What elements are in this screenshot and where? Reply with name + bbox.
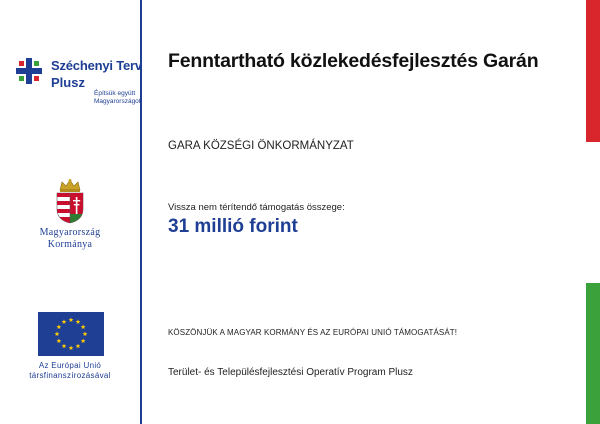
government-label-line2: Kormánya [47,239,93,250]
government-label-line1: Magyarország [39,227,101,238]
thanks-statement: KÖSZÖNJÜK A MAGYAR KORMÁNY ÉS AZ EURÓPAI UNIÓ TÁMOGATÁSÁT! [168,328,458,337]
eu-flag-icon [38,312,104,356]
flag-stripe-red [586,0,600,142]
szechenyi-tagline-line1: Építsük együtt [94,90,136,97]
project-title: Fenntartható közlekedésfejlesztés Garán [168,50,539,72]
grant-amount-value: 31 millió forint [168,216,298,237]
szechenyi-cross-icon [16,58,42,84]
eu-cofinancing-line1: Az Európai Unió [38,361,102,370]
flag-stripe-green [586,283,600,424]
coat-of-arms-icon [54,178,86,224]
operative-program-name: Terület- és Településfejlesztési Operatív Program Plusz [168,367,413,378]
szechenyi-title-line1: Széchenyi Terv [51,58,142,73]
eu-cofinancing-line2: társfinanszírozásával [29,371,111,380]
szechenyi-terv-logo [16,56,143,106]
szechenyi-tagline-line2: Magyarországot! [94,98,143,105]
szechenyi-title-line2: Plusz [51,75,85,90]
grant-amount-label: Vissza nem térítendő támogatás összege: [168,202,345,213]
beneficiary-name: GARA KÖZSÉGI ÖNKORMÁNYZAT [168,140,354,152]
